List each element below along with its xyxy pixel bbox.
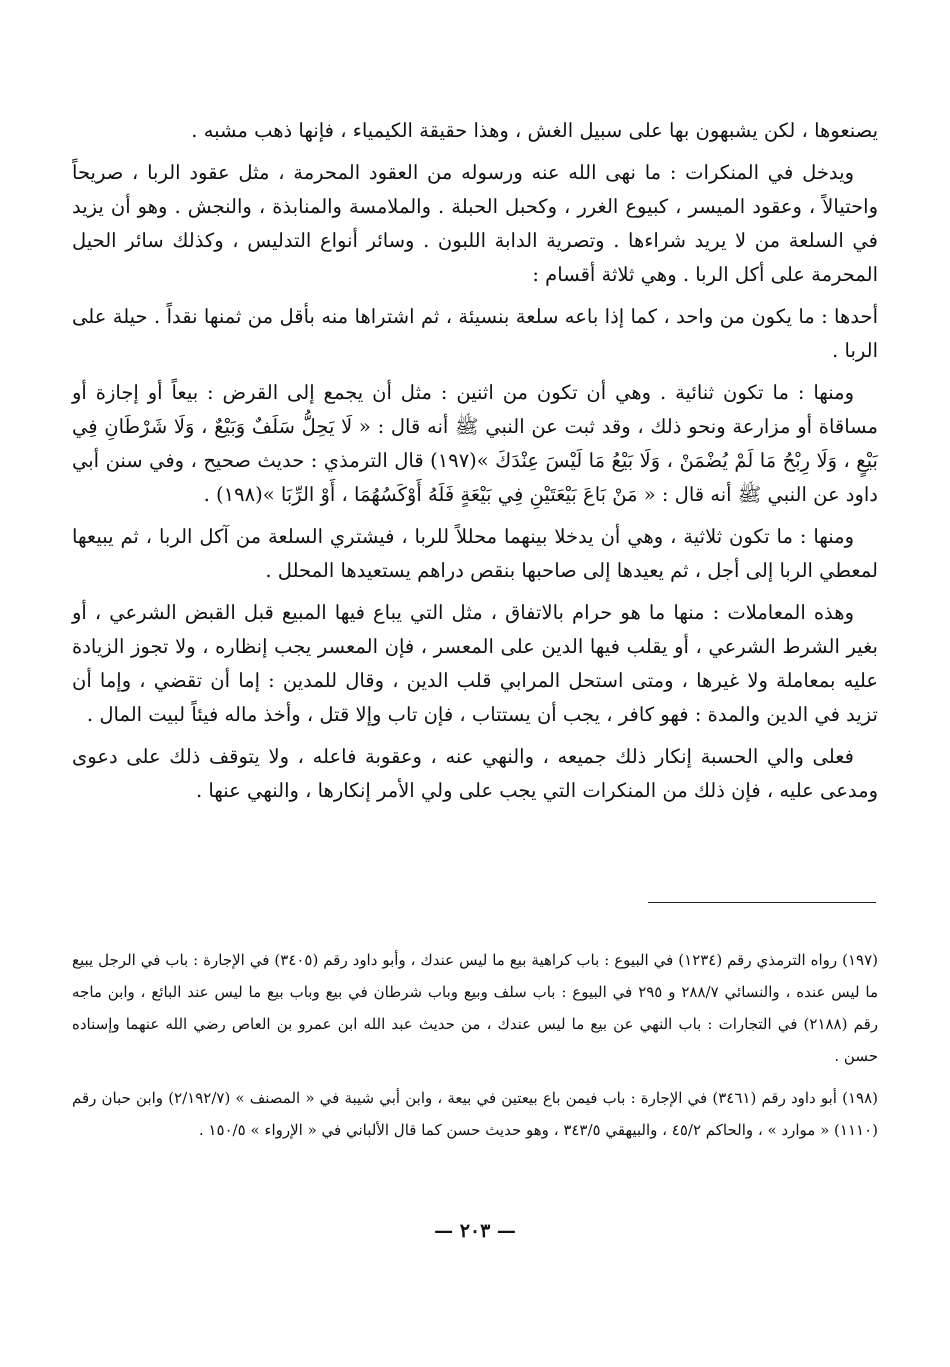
paragraph: ويدخل في المنكرات : ما نهى الله عنه ورسوله من العقود المحرمة ، مثل عقود الربا ، صريحاً واحتيالاً ، وعقود الميسر ، كبيوع الغرر ، وكحبل الحبلة . والملامسة والمنابذة ، والنجش . وهو أن يزيد في السلعة من لا يريد شراءها . وتصرية الدابة اللبون . وسائر أنواع التدليس ، وكذلك سائر الحيل المحرمة على أكل الربا . وهي ثلاثة أقسام : [72,161,878,286]
footnote: (١٩٧) رواه الترمذي رقم (١٢٣٤) في البيوع : باب كراهية بيع ما ليس عندك ، وأبو داود رقم (٣٤٠٥) في الإجارة : باب في الرجل يبيع ما ليس عنده ، والنسائي ٢٨٨/٧ و ٢٩٥ في البيوع : باب سلف وبيع وباب شرطان في بيع وباب بيع ما ليس عند البائع ، وابن ماجه رقم (٢١٨٨) في التجارات : باب النهي عن بيع ما ليس عندك ، من حديث عبد الله ابن عمرو بن العاص رضي الله عنهما وإسناده حسن . [72,951,879,1065]
paragraph: يصنعوها ، لكن يشبهون بها على سبيل الغش ، وهذا حقيقة الكيمياء ، فإنها ذهب مشبه . [191,119,878,142]
paragraph: أحدها : ما يكون من واحد ، كما إذا باعه سلعة بنسيئة ، ثم اشتراها منه بأقل من ثمنها نقداً . حيلة على الربا . [72,305,878,362]
paragraph: ومنها : ما تكون ثنائية . وهي أن تكون من اثنين : مثل أن يجمع إلى القرض : بيعاً أو إجازة أو مساقاة أو مزارعة ونحو ذلك ، وقد ثبت عن النبي ﷺ أنه قال : « لَا يَحِلُّ سَلَفٌ وَبَيْعٌ ، وَلَا شَرْطَانِ فِي بَيْعٍ ، وَلَا رِبْحُ مَا لَمْ يُضْمَنْ ، وَلَا بَيْعُ مَا لَيْسَ عِنْدَكَ »(١٩٧) قال الترمذي : حديث صحيح ، وفي سنن أبي داود عن النبي ﷺ أنه قال : « مَنْ بَاعَ بَيْعَتَيْنِ فِي بَيْعَةٍ فَلَهُ أَوْكَسُهُمَا ، أَوْ الرِّبَا »(١٩٨) . [72,381,878,506]
paragraph: ومنها : ما تكون ثلاثية ، وهي أن يدخلا بينهما محللاً للربا ، فيشتري السلعة من آكل الربا ، ثم يبيعها لمعطي الربا إلى أجل ، ثم يعيدها إلى صاحبها بنقص دراهم يستعيدها المحلل . [72,525,878,582]
page-number: — ٢٠٣ — [434,1220,516,1242]
footnote-separator [648,902,876,903]
footnote: (١٩٨) أبو داود رقم (٣٤٦١) في الإجارة : باب فيمن باع بيعتين في بيعة ، وابن أبي شيبة في « المصنف » (٢/١٩٢/٧) وابن حبان رقم (١١١٠) « موارد » ، والحاكم ٤٥/٢ ، والبيهقي ٣٤٣/٥ ، وهو حديث حسن كما قال الألباني في « الإرواء » ١٥٠/٥ . [72,1089,878,1139]
footnotes [72,944,878,1156]
paragraph: وهذه المعاملات : منها ما هو حرام بالاتفاق ، مثل التي يباع فيها المبيع قبل القبض الشرعي ، أو بغير الشرط الشرعي ، أو يقلب فيها الدين على المعسر ، فإن المعسر يجب إنظاره ، ولا تجوز الزيادة عليه بمعاملة ولا غيرها ، ومتى استحل المرابي قلب الدين ، وقال للمدين : إما أن تقضي ، وإما أن تزيد في الدين والمدة : فهو كافر ، يجب أن يستتاب ، فإن تاب وإلا قتل ، وأخذ ماله فيئاً لبيت المال . [72,601,878,726]
paragraph: فعلى والي الحسبة إنكار ذلك جميعه ، والنهي عنه ، وعقوبة فاعله ، ولا يتوقف ذلك على دعوى ومدعى عليه ، فإن ذلك من المنكرات التي يجب على ولي الأمر إنكارها ، والنهي عنها . [72,745,878,802]
main-text [72,114,878,816]
